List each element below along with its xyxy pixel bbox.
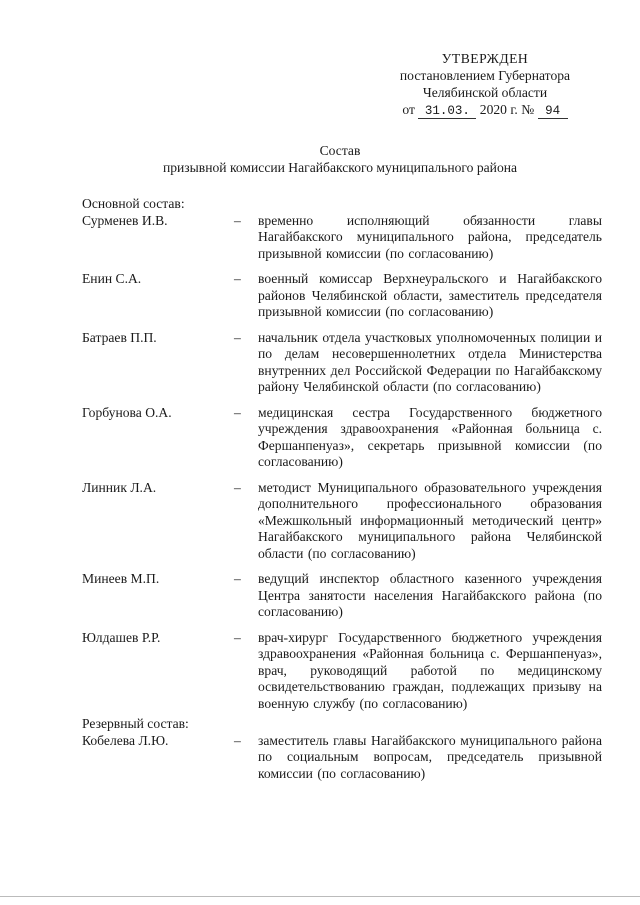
member-row <box>82 271 602 321</box>
member-name: Горбунова О.А. <box>82 404 172 420</box>
member-row <box>82 630 602 713</box>
member-description: медицинская сестра Государственного бюджетного учреждения здравоохранения «Районная больница с. Фершанпенуаз», секретарь призывной комиссии (по согласованию) <box>258 404 602 469</box>
main-section-label: Основной состав: <box>82 196 185 211</box>
member-description: военный комиссар Верхнеуральского и Нагайбакского районов Челябинской области, заместитель председателя призывной комиссии (по согласованию) <box>258 271 602 319</box>
dash-separator: – <box>234 629 241 645</box>
dash-separator: – <box>234 404 241 420</box>
dash-separator: – <box>234 732 241 748</box>
handwritten-number: 94 <box>538 104 568 119</box>
member-row <box>82 733 602 783</box>
dash-separator: – <box>234 212 241 228</box>
member-name: Юлдашев Р.Р. <box>82 629 161 645</box>
approval-dateline <box>380 101 590 119</box>
member-description: методист Муниципального образовательного учреждения дополнительного профессионального образования «Межшкольный информационный методический центр» Нагайбакского муниципального района Челябинской области (по согласованию) <box>258 479 602 561</box>
reserve-section-label: Резервный состав: <box>82 716 189 731</box>
approved-heading: УТВЕРЖДЕН <box>441 51 529 66</box>
year-number-label: 2020 г. № <box>479 102 535 117</box>
member-description: временно исполняющий обязанности главы Нагайбакского муниципального района, председатель призывной комиссии (по согласованию) <box>258 212 602 261</box>
member-description: ведущий инспектор областного казенного учреждения Центра занятости населения Нагайбакского района (по согласованию) <box>258 571 602 619</box>
member-name: Кобелева Л.Ю. <box>82 732 169 748</box>
member-row <box>82 213 602 263</box>
approval-line-2: Челябинской области <box>422 85 548 100</box>
member-description: врач-хирург Государственного бюджетного учреждения здравоохранения «Районная больница с. Фершанпенуаз», врач, руководящий работой по медицинскому освидетельствованию граждан, подлежащих призыву на военную службу (по согласованию) <box>258 629 602 711</box>
dash-separator: – <box>234 479 241 495</box>
dash-separator: – <box>234 571 241 586</box>
dash-separator: – <box>234 329 241 345</box>
member-description: начальник отдела участковых уполномоченных полиции и по делам несовершеннолетних отдела Министерства внутренних дел Российской Федерации по Нагайбакскому району Челябинской области (по согласованию) <box>258 329 602 394</box>
page-bottom-edge <box>0 896 640 897</box>
member-name: Енин С.А. <box>82 271 142 286</box>
document-title <box>80 142 600 176</box>
member-row <box>82 330 602 396</box>
commission-list <box>82 196 602 782</box>
member-row <box>82 480 602 563</box>
approval-line-1: постановлением Губернатора <box>399 68 571 83</box>
date-prefix: от <box>402 102 415 117</box>
member-row <box>82 405 602 471</box>
approval-block <box>380 50 590 119</box>
handwritten-date: 31.03. <box>418 104 476 119</box>
title-line-1: Состав <box>319 143 361 158</box>
member-name: Батраев П.П. <box>82 329 157 345</box>
title-line-2: призывной комиссии Нагайбакского муниципального района <box>162 160 518 175</box>
member-description: заместитель главы Нагайбакского муниципального района по социальным вопросам, председатель призывной комиссии (по согласованию) <box>258 732 602 781</box>
dash-separator: – <box>234 271 241 286</box>
member-name: Минеев М.П. <box>82 571 160 586</box>
member-name: Линник Л.А. <box>82 479 157 495</box>
member-row <box>82 571 602 621</box>
member-name: Сурменев И.В. <box>82 212 168 228</box>
